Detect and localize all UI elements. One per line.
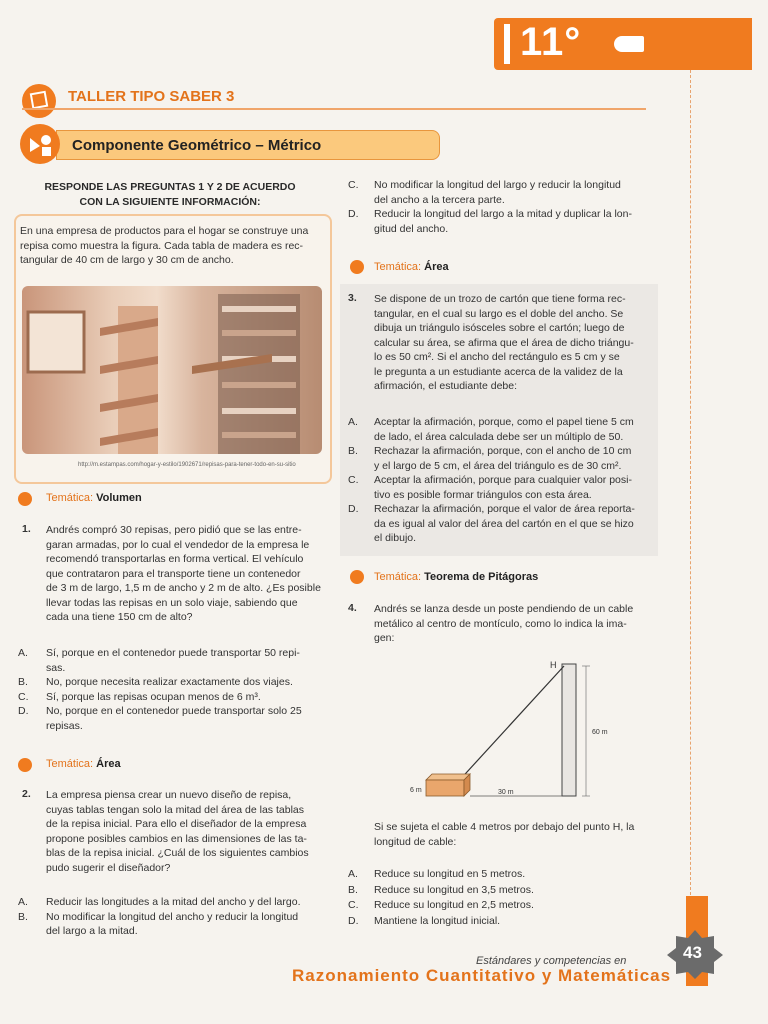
- q3-line: lo es 50 cm². Si el ancho del rectángulo es 5 cm y se: [374, 351, 620, 363]
- tab-pill: [614, 36, 644, 52]
- point-h-label: H: [550, 660, 557, 670]
- q2-options-ab: [18, 895, 324, 939]
- q3-text: [374, 292, 654, 394]
- option-line: da es igual al valor del área del cartón en el que se hizo: [374, 517, 634, 530]
- option-line: tivo es posible formar triángulos con esta área.: [374, 488, 592, 501]
- q4-after-line: longitud de cable:: [374, 835, 457, 848]
- context-line: En una empresa de productos para el hogar se construye una: [20, 225, 309, 237]
- option-c[interactable]: [348, 898, 648, 914]
- title-rule: [22, 108, 646, 110]
- option-line: gitud del ancho.: [374, 222, 449, 235]
- workshop-icon: [22, 84, 56, 118]
- q1-line: cada una tiene 150 cm de alto?: [46, 611, 193, 623]
- option-letter: A.: [18, 896, 28, 908]
- instructions: [40, 180, 300, 210]
- workshop-title: TALLER TIPO SABER 3: [68, 88, 235, 105]
- topic-key-icon: [18, 758, 32, 772]
- q4-line: metálico al centro de montículo, como lo indica la ima-: [374, 617, 627, 630]
- option-line: y el largo de 5 cm, el área del triángulo es de 30 cm².: [374, 459, 622, 472]
- topic-key-icon: [350, 260, 364, 274]
- footer-caption: Estándares y competencias en: [476, 955, 627, 967]
- q4-line: Andrés se lanza desde un poste pendiendo de un cable: [374, 603, 634, 615]
- option-line: No modificar la longitud del ancho y reducir la longitud: [46, 910, 299, 923]
- context-line: tangular de 40 cm de largo y 30 cm de ancho.: [20, 254, 234, 266]
- option-line: repisas.: [46, 719, 83, 732]
- option-letter: D.: [348, 208, 359, 220]
- topic-q2: [46, 758, 121, 770]
- option-line: Aceptar la afirmación, porque, como el papel tiene 5 cm: [374, 416, 634, 428]
- option-d[interactable]: [348, 502, 654, 546]
- q3-line: Se dispone de un trozo de cartón que tiene forma rec-: [374, 293, 626, 305]
- option-a[interactable]: [348, 867, 648, 883]
- q2-line: cuyas tablas tengan solo la mitad del área de las tablas: [46, 803, 304, 816]
- base-label: 30 m: [498, 789, 514, 796]
- q4-line: gen:: [374, 632, 395, 644]
- pole-cable-diagram: [400, 660, 640, 800]
- option-letter: B.: [18, 676, 28, 688]
- topic-label: Temática:: [46, 758, 94, 770]
- option-d[interactable]: [348, 914, 648, 930]
- option-letter: D.: [348, 503, 359, 515]
- option-letter: B.: [18, 910, 28, 923]
- q1-line: recomendó transportarlas en forma vertical. El vehículo: [46, 553, 304, 565]
- component-title: Componente Geométrico – Métrico: [72, 137, 322, 154]
- topic-key-icon: [350, 570, 364, 584]
- option-letter: B.: [348, 445, 358, 457]
- cube-icon: [22, 84, 56, 118]
- grade-tab: [494, 18, 752, 70]
- q1-line: llevar todas las repisas en un solo viaje, sabiendo que: [46, 596, 298, 609]
- option-line: Mantiene la longitud inicial.: [374, 914, 501, 927]
- option-line: Rechazar la afirmación, porque, con el ancho de 10 cm: [374, 445, 632, 457]
- option-line: No, porque necesita realizar exactamente dos viajes.: [46, 676, 293, 688]
- topic-key-icon: [18, 492, 32, 506]
- q4-text: [374, 602, 654, 646]
- option-letter: B.: [348, 883, 358, 896]
- component-icon: [20, 124, 60, 164]
- q2-options-cd: [348, 178, 654, 236]
- option-line: Aceptar la afirmación, porque para cualquier valor posi-: [374, 474, 632, 486]
- q2-text: [46, 788, 322, 875]
- option-line: Rechazar la afirmación, porque el valor de área reporta-: [374, 503, 635, 515]
- option-letter: D.: [348, 914, 359, 927]
- side-label: 6 m: [410, 787, 422, 794]
- q1-line: de 3 m de largo, 1,5 m de ancho y 2 m de alto. ¿Es posible: [46, 582, 321, 594]
- option-line: del largo a la mitad.: [46, 925, 138, 937]
- option-letter: C.: [18, 690, 29, 703]
- q4-options: [348, 867, 648, 929]
- option-letter: C.: [348, 179, 359, 191]
- option-line: Reduce su longitud en 2,5 metros.: [374, 899, 534, 911]
- q1-text: [46, 523, 322, 625]
- shelf-illustration: [22, 286, 322, 454]
- option-letter: C.: [348, 899, 359, 911]
- q3-options: [348, 415, 654, 546]
- q2-line: blas de la repisa inicial. ¿Cuál de los siguientes cambios: [46, 847, 309, 859]
- context-line: repisa como muestra la figura. Cada tabla de madera es rec-: [20, 239, 304, 252]
- option-line: No, porque en el contenedor puede transportar solo 25: [46, 705, 302, 717]
- q1-line: Andrés compró 30 repisas, pero pidió que se las entre-: [46, 524, 302, 536]
- q4-number: 4.: [348, 602, 357, 614]
- q1-line: garan armadas, por lo cual el vendedor de la empresa le: [46, 538, 310, 551]
- option-line: el dibujo.: [374, 532, 417, 544]
- option-line: Reduce su longitud en 3,5 metros.: [374, 883, 534, 896]
- option-line: Reducir las longitudes a la mitad del ancho y del largo.: [46, 896, 301, 908]
- shelf-photo: [22, 286, 322, 454]
- option-b[interactable]: [348, 883, 648, 899]
- photo-credit: http://m.estampas.com/hogar-y-estilo/1902671/repisas-para-tener-todo-en-su-sitio: [78, 462, 296, 468]
- q1-options: [18, 646, 324, 733]
- option-letter: C.: [348, 474, 359, 486]
- height-label: 60 m: [592, 729, 608, 736]
- option-line: del ancho a la tercera parte.: [374, 193, 505, 206]
- option-a[interactable]: [18, 646, 324, 675]
- pole-figure: [400, 660, 640, 800]
- q3-number: 3.: [348, 292, 357, 304]
- q3-line: dibuja un triángulo isósceles sobre el cartón; luego de: [374, 322, 625, 334]
- option-line: Reducir la longitud del largo a la mitad y duplicar la lon-: [374, 208, 632, 220]
- option-a[interactable]: [348, 415, 654, 444]
- q1-number: 1.: [22, 523, 31, 535]
- option-c[interactable]: [348, 178, 654, 207]
- option-letter: A.: [18, 647, 28, 659]
- grade-label: 11°: [520, 20, 582, 64]
- q2-line: pudo sugerir el diseñador?: [46, 861, 171, 874]
- topic-value: Área: [424, 261, 449, 273]
- page-number: 43: [683, 943, 702, 962]
- shapes-icon: [20, 124, 60, 164]
- q1-line: que contrataron para el transporte tiene un contenedor: [46, 567, 301, 580]
- q2-line: La empresa piensa crear un nuevo diseño de repisa,: [46, 789, 292, 801]
- option-line: No modificar la longitud del largo y reducir la longitud: [374, 179, 621, 191]
- instructions-line: RESPONDE LAS PREGUNTAS 1 Y 2 DE ACUERDO: [44, 181, 296, 193]
- q4-after-line: Si se sujeta el cable 4 metros por debajo del punto H, la: [374, 821, 635, 833]
- context-text: [20, 224, 322, 268]
- option-b[interactable]: [18, 675, 324, 690]
- option-line: Sí, porque las repisas ocupan menos de 6 m³.: [46, 690, 261, 703]
- topic-q3: [374, 261, 449, 273]
- topic-label: Temática:: [374, 261, 422, 273]
- topic-q1: [46, 492, 142, 504]
- q2-number: 2.: [22, 788, 31, 800]
- option-line: sas.: [46, 661, 66, 674]
- topic-value: Volumen: [96, 492, 142, 504]
- topic-q4: [374, 571, 538, 583]
- q2-line: propone posibles cambios en las dimensiones de las ta-: [46, 832, 307, 845]
- topic-label: Temática:: [374, 571, 422, 583]
- option-b[interactable]: [348, 444, 654, 473]
- option-b[interactable]: [18, 910, 324, 939]
- option-a[interactable]: [18, 895, 324, 910]
- option-line: Sí, porque en el contenedor puede transportar 50 repi-: [46, 647, 300, 659]
- option-d[interactable]: [348, 207, 654, 236]
- option-c[interactable]: [348, 473, 654, 502]
- q4-after: [374, 820, 654, 849]
- option-d[interactable]: [18, 704, 324, 733]
- q3-line: calcular su área, se afirma que el área de dicho triángu-: [374, 336, 634, 349]
- topic-value: Área: [96, 758, 121, 770]
- option-line: Reduce su longitud en 5 metros.: [374, 868, 526, 880]
- q3-line: tangular, en el cual su largo es el doble del ancho. Se: [374, 307, 624, 320]
- q3-line: afirmación, el estudiante debe:: [374, 380, 518, 392]
- instructions-line: CON LA SIGUIENTE INFORMACIÓN:: [79, 196, 261, 208]
- option-line: de lado, el área calculada debe ser un múltiplo de 50.: [374, 430, 624, 443]
- q2-line: de la repisa inicial. Para ello el diseñador de la empresa: [46, 818, 307, 830]
- option-letter: A.: [348, 868, 358, 880]
- topic-label: Temática:: [46, 492, 94, 504]
- option-letter: A.: [348, 416, 358, 428]
- option-c[interactable]: [18, 690, 324, 705]
- margin-guide: [690, 70, 691, 900]
- option-letter: D.: [18, 705, 29, 717]
- topic-value: Teorema de Pitágoras: [424, 571, 539, 583]
- footer-title: Razonamiento Cuantitativo y Matemáticas: [292, 966, 672, 985]
- tab-bar: [504, 24, 510, 64]
- q3-line: le pregunta a un estudiante acerca de la validez de la: [374, 365, 623, 378]
